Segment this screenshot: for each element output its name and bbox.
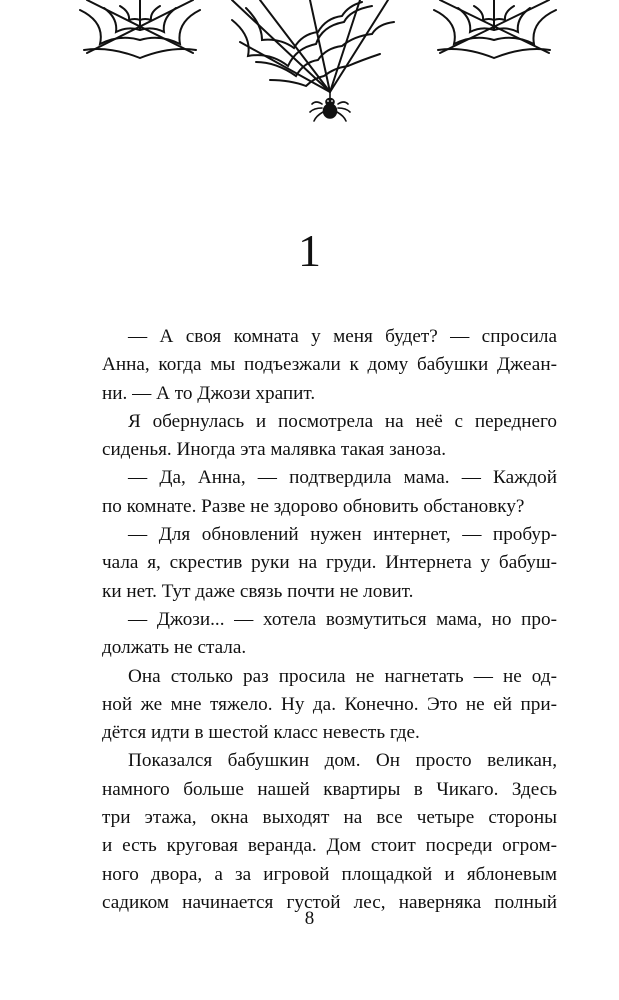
text-line: садиком начинается густой лес, наверняка полный	[102, 891, 557, 913]
spider-icon	[310, 92, 350, 121]
text-line: — Да, Анна, — подтвердила мама. — Каждой	[128, 467, 557, 489]
page-number: 8	[304, 908, 315, 929]
text-line: Показался бабушкин дом. Он просто великан,	[128, 750, 557, 772]
text-line: ного двора, а за игровой площадкой и яблоневым	[102, 863, 557, 885]
text-line: должать не стала.	[102, 637, 247, 659]
text-line: намного больше нашей квартиры в Чикаго. Здесь	[102, 778, 557, 800]
text-line: ной же мне тяжело. Ну да. Конечно. Это не ей при-	[102, 693, 557, 715]
text-line: — А своя комната у меня будет? — спросила	[128, 326, 557, 347]
text-line: Анна, когда мы подъезжали к дому бабушки Джеан-	[102, 354, 557, 376]
spiderweb-icon	[80, 0, 200, 58]
chapter-number: 1	[298, 225, 321, 276]
body-text	[102, 323, 557, 917]
header-ornament	[0, 0, 619, 135]
text-line: три этажа, окна выходят на все четыре стороны	[102, 807, 557, 829]
text-line: ни. — А то Джози храпит.	[102, 382, 316, 404]
text-line: Она столько раз просила не нагнетать — не од-	[128, 665, 557, 687]
spiderweb-icon	[232, 0, 394, 92]
text-line: сиденья. Иногда эта малявка такая заноза.	[102, 439, 447, 461]
text-line: дётся идти в шестой класс невесть где.	[102, 722, 420, 744]
spiderweb-icon	[434, 0, 556, 58]
text-line: — Джози... — хотела возмутиться мама, но про-	[128, 608, 557, 630]
text-line: по комнате. Разве не здорово обновить обстановку?	[102, 495, 525, 517]
text-line: Я обернулась и посмотрела на неё с переднего	[128, 410, 557, 432]
text-line: и есть круговая веранда. Дом стоит посреди огром-	[102, 835, 557, 857]
text-line: чала я, скрестив руки на груди. Интернета у бабуш-	[102, 552, 557, 574]
text-line: — Для обновлений нужен интернет, — пробур-	[128, 524, 557, 546]
text-line: ки нет. Тут даже связь почти не ловит.	[102, 580, 414, 602]
